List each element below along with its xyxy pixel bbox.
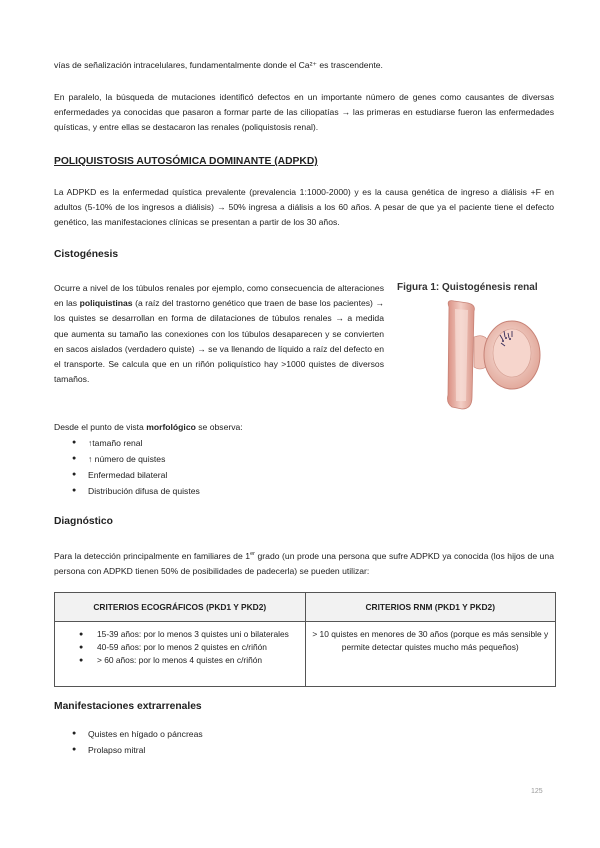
cistogenesis-title: Cistogénesis [54,249,119,260]
rnm-cell: > 10 quistes en menores de 30 años (porque es más sensible y permite detectar quistes mucho más pequeños) [305,622,556,687]
section-title: POLIQUISTOSIS AUTOSÓMICA DOMINANTE (ADPKD) [54,156,318,167]
extrarrenales-title: Manifestaciones extrarrenales [54,701,202,712]
header-rnm: CRITERIOS RNM (PKD1 Y PKD2) [305,593,556,622]
list-item: ● ↑ número de quistes [54,451,200,467]
list-item: ● 40-59 años: por lo menos 2 quistes en c/riñón [61,641,299,654]
paragraph-mutations: En paralelo, la búsqueda de mutaciones identificó defectos en un importante número de genes como causantes de diversas enfermedades ya conocidas que pasaron a formar parte de las ciliopatías → las primeras en estudiarse fueron las enfermedades quísticas, y entre ellas se destacaron las renales (poliquistosis renal). [54,92,554,133]
figure-title: Figura 1: Quistogénesis renal [397,282,538,293]
list-item: ● 15-39 años: por lo menos 3 quistes uni o bilaterales [61,628,299,641]
list-item: ● Prolapso mitral [54,742,203,758]
list-item: ● > 60 años: por lo menos 4 quistes en c/riñón [61,654,299,667]
diagnostico-title: Diagnóstico [54,516,113,527]
list-item: ● ↑tamaño renal [54,435,200,451]
extrarrenales-list [54,726,203,758]
list-item: ● Quistes en hígado o páncreas [54,726,203,742]
cystogenesis-illustration [444,297,544,415]
list-item: ● Distribución difusa de quistes [54,483,200,499]
morphology-term: morfológico [146,422,196,432]
diagnostico-paragraph: Para la detección principalmente en familiares de 1er grado (un prode una persona que sufre ADPKD ya conocida (los hijos de una persona con ADPKD tienen 50% de posibilidades de padecerla) se pueden utilizar: [54,550,554,577]
eco-cell [55,622,306,687]
list-item: ● Enfermedad bilateral [54,467,200,483]
poliquistinas-term: poliquistinas [79,298,133,309]
page-number: 125 [531,788,543,795]
criteria-table [54,592,556,687]
cistogenesis-paragraph: Ocurre a nivel de los túbulos renales por ejemplo, como consecuencia de alteraciones en las poliquistinas (a raíz del trastorno genético que traen de base los pacientes) → los quistes se desarrollan en forma de dilataciones de túbulos renales → a medida que aumenta su tamaño las conexiones con los túbulos desaparecen y se convierten en sacos aislados (verdadero quiste) → se va llenando de líquido a raíz del defecto en el transporte. Se calcula que en un riñón poliquístico hay >1000 quistes de diversos tamaños. [54,283,385,385]
paragraph-adpkd: La ADPKD es la enfermedad quística prevalente (prevalencia 1:1000-2000) y es la causa genética de ingreso a diálisis +F en adultos (5-10% de los ingresos a diálisis) → 50% ingresa a diálisis a los 60 años. A pesar de que ya el paciente tiene el defecto genético, las manifestaciones clínicas se presentan a partir de los 30 años. [54,187,554,228]
header-eco: CRITERIOS ECOGRÁFICOS (PKD1 Y PKD2) [55,593,306,622]
intro-line: vías de señalización intracelulares, fundamentalmente donde el Ca²⁺ es trascendente. [54,60,383,70]
morphology-intro: Desde el punto de vista morfológico se observa: [54,422,243,432]
morphology-list [54,435,200,499]
